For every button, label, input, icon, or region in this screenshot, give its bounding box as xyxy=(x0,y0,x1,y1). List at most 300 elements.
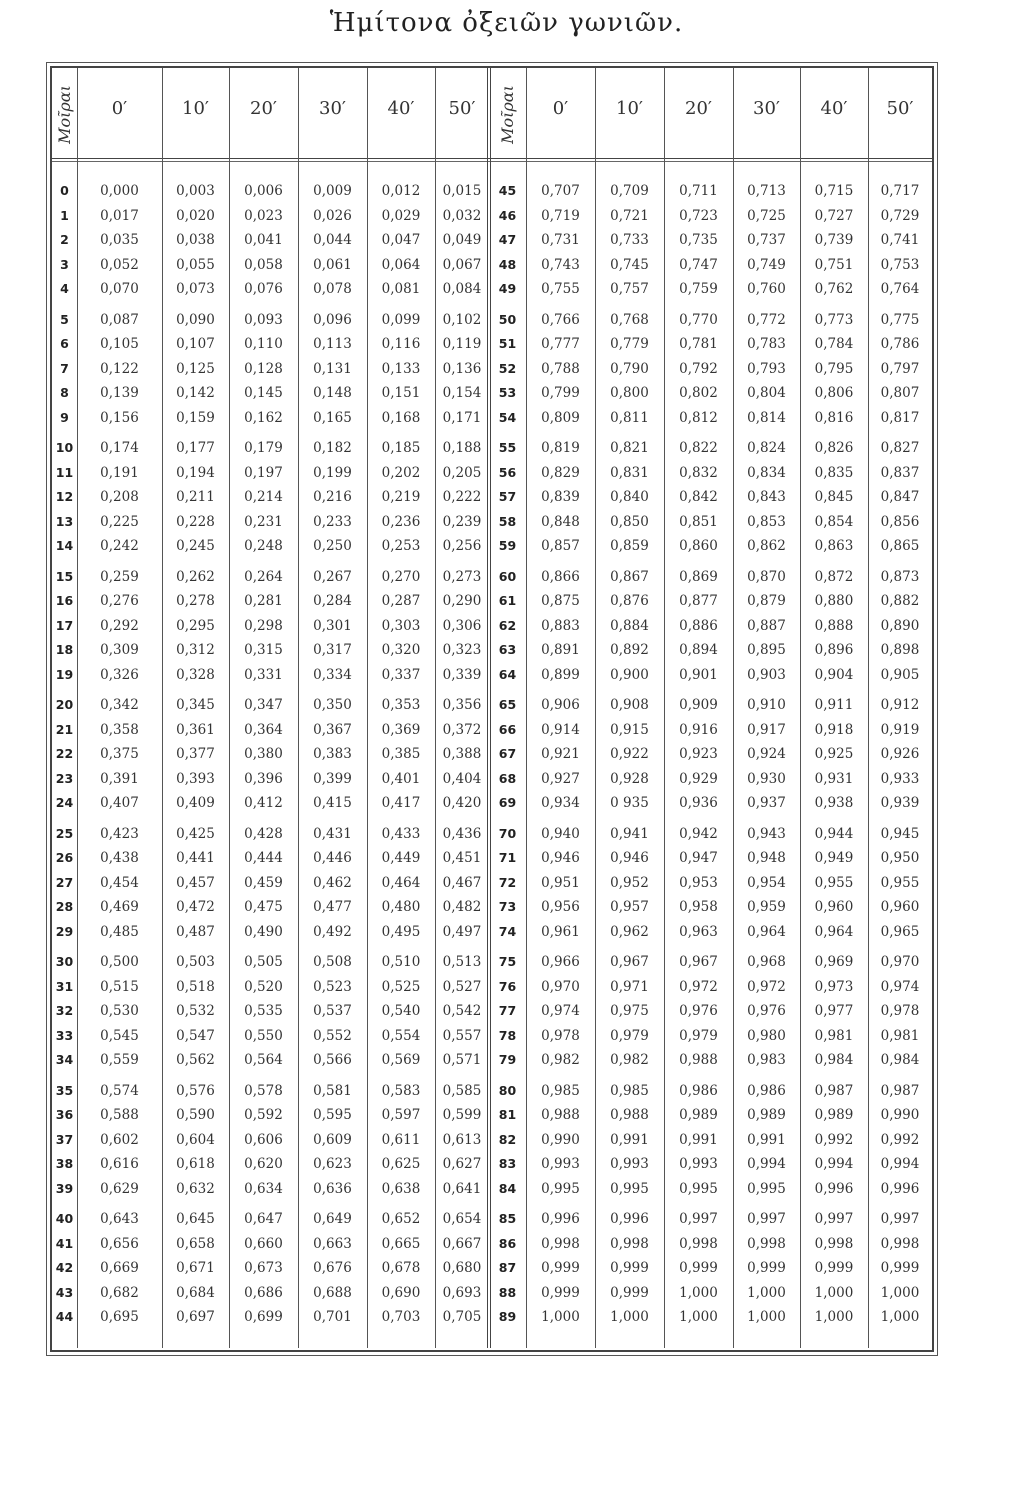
degree-label: 38 xyxy=(55,1156,74,1171)
sine-value-cell: 0,963 xyxy=(679,923,718,940)
sine-value-cell: 0,904 xyxy=(814,666,854,683)
sine-value-cell: 0,976 xyxy=(679,1003,718,1019)
sine-value-cell: 0,518 xyxy=(176,978,215,995)
sine-value-cell: 0,899 xyxy=(541,666,580,683)
sine-value-cell: 0,880 xyxy=(814,593,854,609)
sine-value-cell: 0,711 xyxy=(679,183,718,199)
sine-value-cell: 0,174 xyxy=(100,440,139,456)
sine-value-cell: 0,023 xyxy=(244,207,283,224)
sine-value-cell: 0,148 xyxy=(313,385,352,401)
sine-value-cell: 0,773 xyxy=(814,311,854,328)
sine-value-cell: 0,049 xyxy=(442,232,482,248)
sine-value-cell: 0,477 xyxy=(313,899,352,915)
sine-value-cell: 0,993 xyxy=(541,1156,580,1172)
sine-value-cell: 0,990 xyxy=(541,1131,580,1148)
sine-value-cell: 0,793 xyxy=(747,360,786,377)
sine-value-cell: 0,350 xyxy=(313,697,352,713)
sine-value-cell: 0,239 xyxy=(442,513,482,530)
sine-value-cell: 0,964 xyxy=(747,923,786,940)
sine-value-cell: 0,821 xyxy=(610,440,649,456)
sine-value-cell: 0,361 xyxy=(176,721,215,738)
sine-value-cell: 0,566 xyxy=(313,1052,352,1068)
sine-value-cell: 0,811 xyxy=(610,409,649,426)
sine-value-cell: 0,557 xyxy=(442,1027,482,1044)
degree-label: 58 xyxy=(498,513,517,529)
sine-value-cell: 0,954 xyxy=(747,874,786,891)
sine-value-cell: 0,697 xyxy=(176,1309,215,1325)
sine-value-cell: 0,953 xyxy=(679,874,718,891)
sine-value-cell: 0,638 xyxy=(381,1180,421,1197)
sine-value-cell: 0,634 xyxy=(244,1180,283,1197)
sine-value-cell: 0,475 xyxy=(244,899,283,915)
degree-label: 2 xyxy=(60,232,69,247)
sine-value-cell: 0,847 xyxy=(880,489,920,505)
sine-value-cell: 0,320 xyxy=(381,642,421,658)
sine-value-cell: 0,998 xyxy=(679,1235,718,1252)
minute-column-header: 10′ xyxy=(182,98,209,119)
sine-value-cell: 0,890 xyxy=(880,617,920,634)
sine-value-cell: 0,962 xyxy=(610,923,649,940)
sine-value-cell: 0,513 xyxy=(442,954,482,970)
sine-value-cell: 0,946 xyxy=(610,850,649,866)
sine-value-cell: 0,592 xyxy=(244,1107,283,1123)
sine-value-cell: 1,000 xyxy=(610,1309,649,1325)
sine-value-cell: 0,441 xyxy=(176,850,215,866)
sine-value-cell: 0,886 xyxy=(679,617,718,634)
sine-value-cell: 0,431 xyxy=(313,825,352,842)
degree-label: 47 xyxy=(498,232,517,247)
sine-value-cell: 0,999 xyxy=(814,1260,854,1276)
sine-value-cell: 0,139 xyxy=(100,385,139,401)
sine-value-cell: 0,970 xyxy=(880,954,920,970)
degree-label: 65 xyxy=(498,697,517,712)
sine-value-cell: 0,480 xyxy=(381,899,421,915)
sine-value-cell: 0,887 xyxy=(747,617,786,634)
sine-value-cell: 0,667 xyxy=(442,1235,482,1252)
degree-label: 28 xyxy=(55,899,74,914)
sine-value-cell: 0,425 xyxy=(176,825,215,842)
sine-value-cell: 0,645 xyxy=(176,1211,215,1227)
degree-label: 40 xyxy=(55,1211,74,1226)
sine-value-cell: 0,966 xyxy=(541,954,580,970)
sine-value-cell: 0,929 xyxy=(679,770,718,787)
sine-value-cell: 0,809 xyxy=(541,409,580,426)
minute-column-header: 0′ xyxy=(111,98,128,119)
sine-value-cell: 0,992 xyxy=(880,1131,920,1148)
sine-value-cell: 0,231 xyxy=(244,513,283,530)
sine-value-cell: 0,995 xyxy=(610,1180,649,1197)
sine-value-cell: 0,856 xyxy=(880,513,920,530)
sine-value-cell: 0,154 xyxy=(442,385,482,401)
sine-value-cell: 0,632 xyxy=(176,1180,215,1197)
sine-value-cell: 0,985 xyxy=(610,1082,649,1099)
sine-value-cell: 0,999 xyxy=(541,1284,580,1301)
sine-value-cell: 0,942 xyxy=(679,825,718,842)
sine-value-cell: 0,735 xyxy=(679,232,718,248)
sine-value-cell: 0,396 xyxy=(244,770,283,787)
sine-value-cell: 0,191 xyxy=(100,464,139,481)
sine-value-cell: 0,688 xyxy=(313,1284,352,1301)
degree-label: 25 xyxy=(55,825,74,841)
sine-value-cell: 0,216 xyxy=(313,489,352,505)
degree-label: 73 xyxy=(498,899,517,914)
degree-label: 75 xyxy=(498,954,517,969)
sine-value-cell: 0,970 xyxy=(541,978,580,995)
sine-value-cell: 0,909 xyxy=(679,697,718,713)
sine-value-cell: 0,508 xyxy=(313,954,352,970)
degree-label: 23 xyxy=(55,770,74,786)
sine-value-cell: 0,467 xyxy=(442,874,482,891)
sine-value-cell: 0,356 xyxy=(442,697,482,713)
sine-value-cell: 0,495 xyxy=(381,923,421,940)
sine-value-cell: 1,000 xyxy=(814,1284,854,1301)
degree-label: 49 xyxy=(498,281,517,296)
sine-value-cell: 0,055 xyxy=(176,256,215,273)
sine-value-cell: 0,894 xyxy=(679,642,718,658)
sine-value-cell: 0,747 xyxy=(679,256,718,273)
sine-value-cell: 0,989 xyxy=(814,1107,854,1123)
sine-value-cell: 0,236 xyxy=(381,513,421,530)
degree-label: 83 xyxy=(498,1156,517,1171)
sine-value-cell: 0,949 xyxy=(814,850,854,866)
sine-value-cell: 0,977 xyxy=(814,1003,854,1019)
sine-value-cell: 0,988 xyxy=(610,1107,649,1123)
sine-value-cell: 0,328 xyxy=(176,666,215,683)
sine-value-cell: 0,693 xyxy=(442,1284,482,1301)
sine-value-cell: 1,000 xyxy=(880,1309,920,1325)
sine-value-cell: 0,799 xyxy=(541,385,580,401)
sine-value-cell: 0,741 xyxy=(880,232,920,248)
sine-value-cell: 0,770 xyxy=(679,311,718,328)
sine-value-cell: 0,760 xyxy=(747,281,786,297)
degree-label: 22 xyxy=(55,746,74,761)
sine-value-cell: 1,000 xyxy=(679,1309,718,1325)
sine-value-cell: 0,983 xyxy=(747,1052,786,1068)
sine-value-cell: 0,663 xyxy=(313,1235,352,1252)
sine-value-cell: 0,616 xyxy=(100,1156,139,1172)
sine-value-cell: 0,487 xyxy=(176,923,215,940)
sine-value-cell: 0,806 xyxy=(814,385,854,401)
degree-label: 63 xyxy=(498,642,517,657)
degree-label: 20 xyxy=(55,697,74,712)
sine-value-cell: 0,044 xyxy=(313,232,352,248)
degree-label: 8 xyxy=(60,385,69,400)
degree-column-header xyxy=(52,74,77,154)
degree-label: 30 xyxy=(55,954,74,969)
sine-value-cell: 0,709 xyxy=(610,183,649,199)
sine-value-cell: 0,225 xyxy=(100,513,139,530)
sine-value-cell: 0,987 xyxy=(880,1082,920,1099)
sine-value-cell: 0,947 xyxy=(679,850,718,866)
sine-value-cell: 0,840 xyxy=(610,489,649,505)
sine-value-cell: 0,342 xyxy=(100,697,139,713)
sine-value-cell: 0,485 xyxy=(100,923,139,940)
sine-value-cell: 0,505 xyxy=(244,954,283,970)
sine-value-cell: 0,428 xyxy=(244,825,283,842)
sine-value-cell: 0,800 xyxy=(610,385,649,401)
sine-value-cell: 0,535 xyxy=(244,1003,283,1019)
sine-value-cell: 0,816 xyxy=(814,409,854,426)
sine-value-cell: 0,110 xyxy=(244,336,283,352)
sine-value-cell: 0,956 xyxy=(541,899,580,915)
degree-label: 69 xyxy=(498,795,517,810)
degree-label: 31 xyxy=(55,978,74,994)
sine-value-cell: 0,992 xyxy=(814,1131,854,1148)
sine-value-cell: 0,581 xyxy=(313,1082,352,1099)
degree-label: 85 xyxy=(498,1211,517,1226)
sine-value-cell: 0,938 xyxy=(814,795,854,811)
sine-value-cell: 0,339 xyxy=(442,666,482,683)
sine-value-cell: 0,312 xyxy=(176,642,215,658)
sine-value-cell: 0,892 xyxy=(610,642,649,658)
sine-value-cell: 0,497 xyxy=(442,923,482,940)
sine-value-cell: 0,995 xyxy=(541,1180,580,1197)
sine-value-cell: 0,895 xyxy=(747,642,786,658)
sine-value-cell: 0,029 xyxy=(381,207,421,224)
sine-value-cell: 0,219 xyxy=(381,489,421,505)
degree-label: 51 xyxy=(498,336,517,351)
sine-value-cell: 0,784 xyxy=(814,336,854,352)
sine-value-cell: 0,999 xyxy=(610,1260,649,1276)
sine-value-cell: 0,076 xyxy=(244,281,283,297)
sine-value-cell: 0,202 xyxy=(381,464,421,481)
degree-label: 36 xyxy=(55,1107,74,1122)
sine-value-cell: 0,862 xyxy=(747,538,786,554)
sine-value-cell: 0,574 xyxy=(100,1082,139,1099)
sine-value-cell: 0,960 xyxy=(880,899,920,915)
sine-value-cell: 0,035 xyxy=(100,232,139,248)
degree-label: 62 xyxy=(498,617,517,633)
degree-label: 14 xyxy=(55,538,74,553)
sine-value-cell: 0,438 xyxy=(100,850,139,866)
sine-value-cell: 0,835 xyxy=(814,464,854,481)
degree-label: 55 xyxy=(498,440,517,455)
sine-value-cell: 0,611 xyxy=(381,1131,421,1148)
sine-value-cell: 0,020 xyxy=(176,207,215,224)
sine-value-cell: 0,606 xyxy=(244,1131,283,1148)
sine-value-cell: 0,779 xyxy=(610,336,649,352)
sine-value-cell: 0,449 xyxy=(381,850,421,866)
sine-value-cell: 0,964 xyxy=(814,923,854,940)
sine-value-cell: 0,618 xyxy=(176,1156,215,1172)
degree-column-header xyxy=(489,74,526,154)
sine-value-cell: 0,891 xyxy=(541,642,580,658)
sine-value-cell: 0,972 xyxy=(747,978,786,995)
sine-value-cell: 0,725 xyxy=(747,207,786,224)
sine-value-cell: 0,550 xyxy=(244,1027,283,1044)
sine-value-cell: 0,281 xyxy=(244,593,283,609)
sine-value-cell: 0,832 xyxy=(679,464,718,481)
sine-value-cell: 0,250 xyxy=(313,538,352,554)
sine-value-cell: 0,955 xyxy=(880,874,920,891)
sine-value-cell: 0,290 xyxy=(442,593,482,609)
degree-label: 9 xyxy=(60,409,69,425)
degree-label: 24 xyxy=(55,795,74,810)
sine-value-cell: 0,981 xyxy=(880,1027,920,1044)
sine-value-cell: 0,713 xyxy=(747,183,786,199)
sine-value-cell: 0,936 xyxy=(679,795,718,811)
sine-value-cell: 0,804 xyxy=(747,385,786,401)
sine-value-cell: 0,185 xyxy=(381,440,421,456)
sine-value-cell: 0,469 xyxy=(100,899,139,915)
minute-column-header: 20′ xyxy=(250,98,277,119)
sine-value-cell: 0,923 xyxy=(679,746,718,762)
sine-value-cell: 0,972 xyxy=(679,978,718,995)
sine-value-cell: 0,990 xyxy=(880,1107,920,1123)
sine-value-cell: 0,604 xyxy=(176,1131,215,1148)
sine-value-cell: 0,620 xyxy=(244,1156,283,1172)
sine-value-cell: 0,997 xyxy=(679,1211,718,1227)
sine-value-cell: 0,367 xyxy=(313,721,352,738)
sine-value-cell: 0,729 xyxy=(880,207,920,224)
sine-value-cell: 0,727 xyxy=(814,207,854,224)
degree-label: 77 xyxy=(498,1003,517,1018)
sine-value-cell: 0,877 xyxy=(679,593,718,609)
sine-value-cell: 0,731 xyxy=(541,232,580,248)
sine-value-cell: 0,671 xyxy=(176,1260,215,1276)
sine-value-cell: 0,974 xyxy=(541,1003,580,1019)
sine-value-cell: 0,690 xyxy=(381,1284,421,1301)
sine-value-cell: 0,984 xyxy=(814,1052,854,1068)
sine-value-cell: 0,843 xyxy=(747,489,786,505)
sine-value-cell: 0,775 xyxy=(880,311,920,328)
sine-value-cell: 0,433 xyxy=(381,825,421,842)
sine-value-cell: 0,078 xyxy=(313,281,352,297)
sine-value-cell: 0,982 xyxy=(610,1052,649,1068)
sine-value-cell: 0,898 xyxy=(880,642,920,658)
sine-value-cell: 0,987 xyxy=(814,1082,854,1099)
sine-value-cell: 0,199 xyxy=(313,464,352,481)
sine-value-cell: 0,988 xyxy=(541,1107,580,1123)
sine-value-cell: 0,795 xyxy=(814,360,854,377)
sine-value-cell: 0,660 xyxy=(244,1235,283,1252)
sine-value-cell: 0,125 xyxy=(176,360,215,377)
sine-value-cell: 0,839 xyxy=(541,489,580,505)
sine-value-cell: 0,262 xyxy=(176,568,215,585)
sine-value-cell: 0,625 xyxy=(381,1156,421,1172)
degree-label: 82 xyxy=(498,1131,517,1147)
sine-value-cell: 0,407 xyxy=(100,795,139,811)
sine-value-cell: 0,869 xyxy=(679,568,718,585)
sine-value-cell: 0,797 xyxy=(880,360,920,377)
sine-value-cell: 0,802 xyxy=(679,385,718,401)
sine-value-cell: 0,451 xyxy=(442,850,482,866)
sine-value-cell: 0,256 xyxy=(442,538,482,554)
degree-label: 57 xyxy=(498,489,517,504)
degree-label: 42 xyxy=(55,1260,74,1275)
sine-value-cell: 0,527 xyxy=(442,978,482,995)
sine-value-cell: 0,994 xyxy=(880,1156,920,1172)
sine-value-cell: 0,842 xyxy=(679,489,718,505)
sine-value-cell: 0,916 xyxy=(679,721,718,738)
sine-value-cell: 0,822 xyxy=(679,440,718,456)
sine-value-cell: 0,377 xyxy=(176,746,215,762)
sine-value-cell: 0,995 xyxy=(747,1180,786,1197)
sine-value-cell: 0,047 xyxy=(381,232,421,248)
sine-value-cell: 0,986 xyxy=(679,1082,718,1099)
sine-value-cell: 0,673 xyxy=(244,1260,283,1276)
sine-value-cell: 0,988 xyxy=(679,1052,718,1068)
sine-value-cell: 0,412 xyxy=(244,795,283,811)
sine-value-cell: 0,982 xyxy=(541,1052,580,1068)
page-title: Ἡμίτονα ὀξειῶν γωνιῶν. xyxy=(329,8,684,38)
sine-value-cell: 0,253 xyxy=(381,538,421,554)
sine-value-cell: 0,751 xyxy=(814,256,854,273)
sine-value-cell: 0,991 xyxy=(610,1131,649,1148)
sine-value-cell: 0,998 xyxy=(747,1235,786,1252)
degree-label: 34 xyxy=(55,1052,74,1067)
sine-value-cell: 0,597 xyxy=(381,1107,421,1123)
sine-value-cell: 0,444 xyxy=(244,850,283,866)
sine-value-cell: 0,295 xyxy=(176,617,215,634)
sine-value-cell: 0,472 xyxy=(176,899,215,915)
degree-header-label: Μοῖραι xyxy=(55,84,74,144)
sine-value-cell: 0,306 xyxy=(442,617,482,634)
sine-value-cell: 0,122 xyxy=(100,360,139,377)
sine-value-cell: 0,423 xyxy=(100,825,139,842)
sine-value-cell: 0,287 xyxy=(381,593,421,609)
sine-value-cell: 0,331 xyxy=(244,666,283,683)
sine-value-cell: 0,703 xyxy=(381,1309,421,1325)
degree-label: 4 xyxy=(60,281,69,296)
degree-label: 16 xyxy=(55,593,74,608)
sine-value-cell: 0,647 xyxy=(244,1211,283,1227)
sine-value-cell: 0,933 xyxy=(880,770,920,787)
sine-value-cell: 0,971 xyxy=(610,978,649,995)
sine-value-cell: 0,171 xyxy=(442,409,482,426)
sine-value-cell: 0,768 xyxy=(610,311,649,328)
sine-value-cell: 0,997 xyxy=(747,1211,786,1227)
sine-value-cell: 0,525 xyxy=(381,978,421,995)
sine-value-cell: 0,903 xyxy=(747,666,786,683)
sine-value-cell: 0,882 xyxy=(880,593,920,609)
sine-value-cell: 0,860 xyxy=(679,538,718,554)
sine-value-cell: 0,113 xyxy=(313,336,352,352)
sine-value-cell: 0,457 xyxy=(176,874,215,891)
sine-value-cell: 0,981 xyxy=(814,1027,854,1044)
sine-value-cell: 0,415 xyxy=(313,795,352,811)
sine-value-cell: 0,699 xyxy=(244,1309,283,1325)
sine-value-cell: 0,991 xyxy=(679,1131,718,1148)
sine-value-cell: 0,950 xyxy=(880,850,920,866)
sine-value-cell: 0,951 xyxy=(541,874,580,891)
sine-value-cell: 0,807 xyxy=(880,385,920,401)
degree-label: 35 xyxy=(55,1082,74,1098)
sine-value-cell: 0,562 xyxy=(176,1052,215,1068)
sine-value-cell: 0,228 xyxy=(176,513,215,530)
sine-value-cell: 0,739 xyxy=(814,232,854,248)
sine-value-cell: 0,182 xyxy=(313,440,352,456)
sine-value-cell: 0,826 xyxy=(814,440,854,456)
sine-value-cell: 0,012 xyxy=(381,183,421,199)
degree-label: 11 xyxy=(55,464,74,480)
sine-value-cell: 0,409 xyxy=(176,795,215,811)
sine-value-cell: 0,922 xyxy=(610,746,649,762)
sine-value-cell: 0,081 xyxy=(381,281,421,297)
sine-value-cell: 0,745 xyxy=(610,256,649,273)
sine-value-cell: 0,087 xyxy=(100,311,139,328)
sine-value-cell: 0,026 xyxy=(313,207,352,224)
sine-value-cell: 1,000 xyxy=(541,1309,580,1325)
sine-value-cell: 0,151 xyxy=(381,385,421,401)
sine-value-cell: 0,814 xyxy=(747,409,786,426)
sine-value-cell: 0,676 xyxy=(313,1260,352,1276)
sine-value-cell: 0,996 xyxy=(814,1180,854,1197)
sine-value-cell: 0,032 xyxy=(442,207,482,224)
sine-value-cell: 0,131 xyxy=(313,360,352,377)
sine-value-cell: 0,177 xyxy=(176,440,215,456)
minute-column-header: 0′ xyxy=(552,98,569,119)
